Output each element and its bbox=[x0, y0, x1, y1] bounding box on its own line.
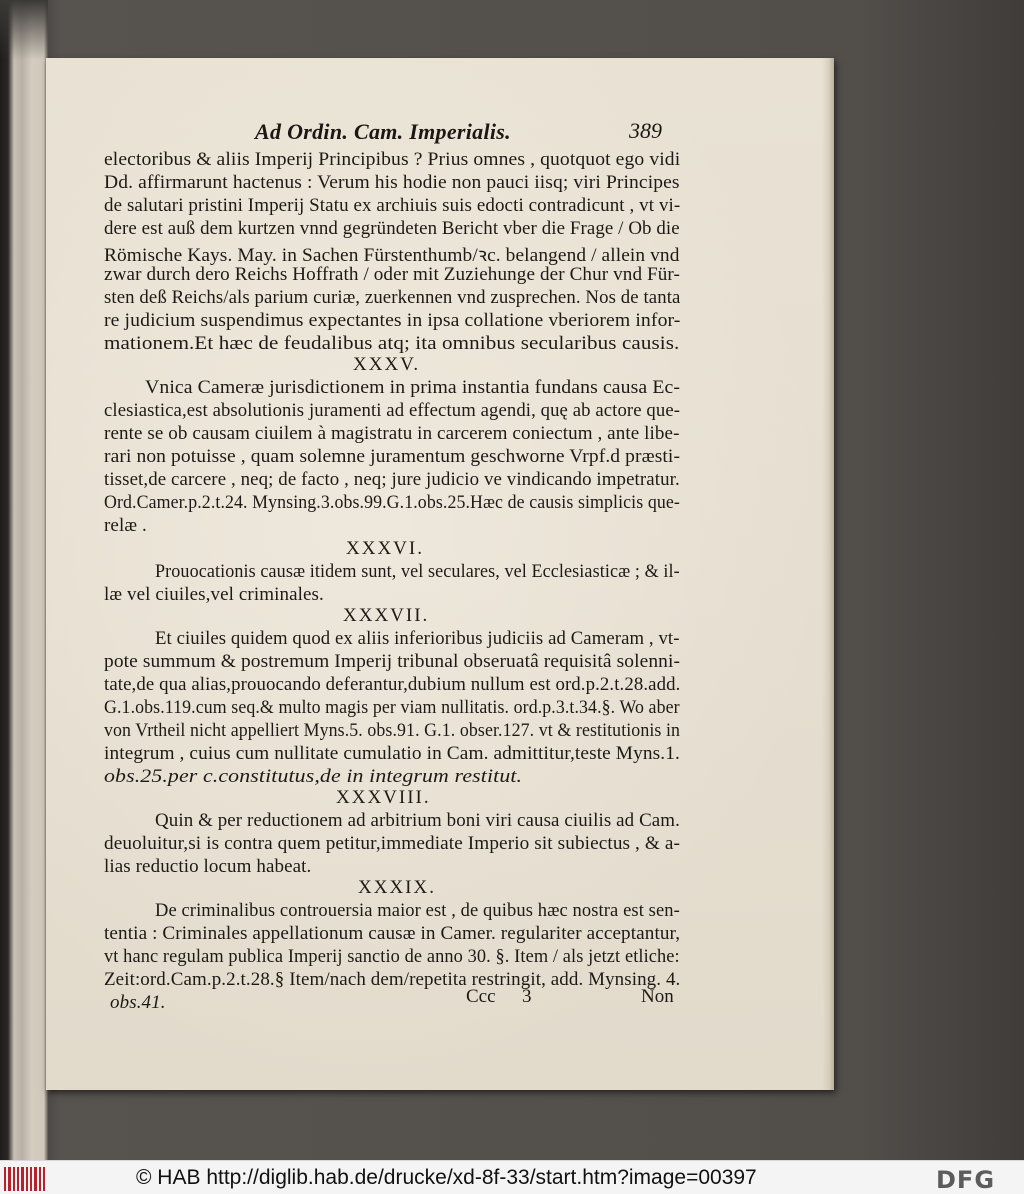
text-line: re judicium suspendimus expectantes in ipsa collatione vberiorem infor- bbox=[104, 310, 681, 331]
text-line: de salutari pristini Imperij Statu ex archiuis suis edocti contradicunt , vt vi- bbox=[104, 195, 681, 216]
dfg-logo: DFG bbox=[936, 1166, 996, 1194]
text-line: lias reductio locum habeat. bbox=[104, 856, 312, 877]
text-line: Prouocationis causæ itidem sunt, vel seculares, vel Ecclesiasticæ ; & il- bbox=[155, 561, 680, 582]
section-heading: XXXVIII. bbox=[336, 787, 431, 808]
source-link[interactable]: © HAB http://diglib.hab.de/drucke/xd-8f-33/start.htm?image=00397 bbox=[136, 1166, 757, 1189]
text-line: Ord.Camer.p.2.t.24. Mynsing.3.obs.99.G.1.obs.25.Hæc de causis simplicis que- bbox=[104, 492, 680, 513]
text-line: tate,de qua alias,prouocando deferantur,dubium nullum est ord.p.2.t.28.add. bbox=[104, 674, 681, 695]
text-line: electoribus & aliis Imperij Principibus ? Prius omnes , quotquot ego vidi bbox=[104, 149, 681, 170]
text-line: Zeit:ord.Cam.p.2.t.28.§ Item/nach dem/repetita restringit, add. Mynsing. 4. bbox=[104, 969, 681, 990]
section-heading: XXXV. bbox=[353, 354, 421, 375]
section-heading: XXXVII. bbox=[343, 605, 430, 626]
running-head: Ad Ordin. Cam. Imperialis. bbox=[255, 119, 511, 144]
text-line: integrum , cuius cum nullitate cumulatio in Cam. admittitur,teste Myns.1. bbox=[104, 743, 680, 764]
text-line: G.1.obs.119.cum seq.& multo magis per viam nullitatis. ord.p.3.t.34.§. Wo aber bbox=[104, 697, 680, 718]
text-line: clesiastica,est absolutionis juramenti ad effectum agendi, quę ab actore que- bbox=[104, 400, 681, 421]
library-logo-icon bbox=[4, 1167, 46, 1191]
text-line: relæ . bbox=[104, 515, 147, 536]
text-line: obs.41. bbox=[110, 992, 166, 1013]
text-line: sten deß Reichs/als parium curiæ, zuerkennen vnd zusprechen. Nos de tanta bbox=[104, 287, 681, 308]
text-line: Et ciuiles quidem quod ex aliis inferioribus judiciis ad Cameram , vt- bbox=[155, 628, 680, 649]
section-heading: XXXVI. bbox=[346, 538, 424, 559]
viewer-footer bbox=[0, 1160, 1024, 1194]
text-line: De criminalibus controuersia maior est , de quibus hæc nostra est sen- bbox=[155, 900, 680, 921]
text-line: deuoluitur,si is contra quem petitur,immediate Imperio sit subiectus , & a- bbox=[104, 833, 680, 854]
text-line: Dd. affirmarunt hactenus : Verum his hodie non pauci iisq; viri Principes bbox=[104, 172, 680, 193]
text-line: rente se ob causam ciuilem à magistratu in carcerem coniectum , ante libe- bbox=[104, 423, 680, 444]
section-heading: XXXIX. bbox=[358, 877, 436, 898]
text-line: zwar durch dero Reichs Hoffrath / oder mit Zuziehunge der Chur vnd Für- bbox=[104, 264, 680, 285]
signature-number: 3 bbox=[522, 986, 532, 1007]
page-number: 389 bbox=[629, 118, 662, 143]
text-line: von Vrtheil nicht appelliert Myns.5. obs.91. G.1. obser.127. vt & restitutionis in bbox=[104, 720, 681, 741]
text-line: pote summum & postremum Imperij tribunal obseruatâ requisitâ solenni- bbox=[104, 651, 681, 672]
text-line: Römische Kays. May. in Sachen Fürstenthumb/ꝛc. belangend / allein vnd bbox=[104, 245, 680, 266]
text-line: obs.25.per c.constitutus,de in integrum restitut. bbox=[104, 766, 523, 787]
text-line: mationem.Et hæc de feudalibus atq; ita omnibus secularibus causis. bbox=[104, 333, 680, 354]
text-line: Quin & per reductionem ad arbitrium boni viri causa ciuilis ad Cam. bbox=[155, 810, 680, 831]
text-line: tisset,de carcere , neq; de facto , neq; jure judicio ve vindicando impetratur. bbox=[104, 469, 680, 490]
signature-mark: Ccc bbox=[466, 986, 496, 1007]
text-line: Vnica Cameræ jurisdictionem in prima instantia fundans causa Ec- bbox=[145, 377, 681, 398]
text-line: vt hanc regulam publica Imperij sanctio de anno 30. §. Item / als jetzt etliche: bbox=[104, 946, 680, 967]
catchword: Non bbox=[641, 986, 674, 1007]
text-line: dere est auß dem kurtzen vnnd gegründeten Bericht vber die Frage / Ob die bbox=[104, 218, 680, 239]
text-line: tentia : Criminales appellationum causæ in Camer. regulariter acceptantur, bbox=[104, 923, 681, 944]
text-line: rari non potuisse , quam solemne juramentum geschworne Vrpf.d præsti- bbox=[104, 446, 681, 467]
text-line: læ vel ciuiles,vel criminales. bbox=[104, 584, 324, 605]
